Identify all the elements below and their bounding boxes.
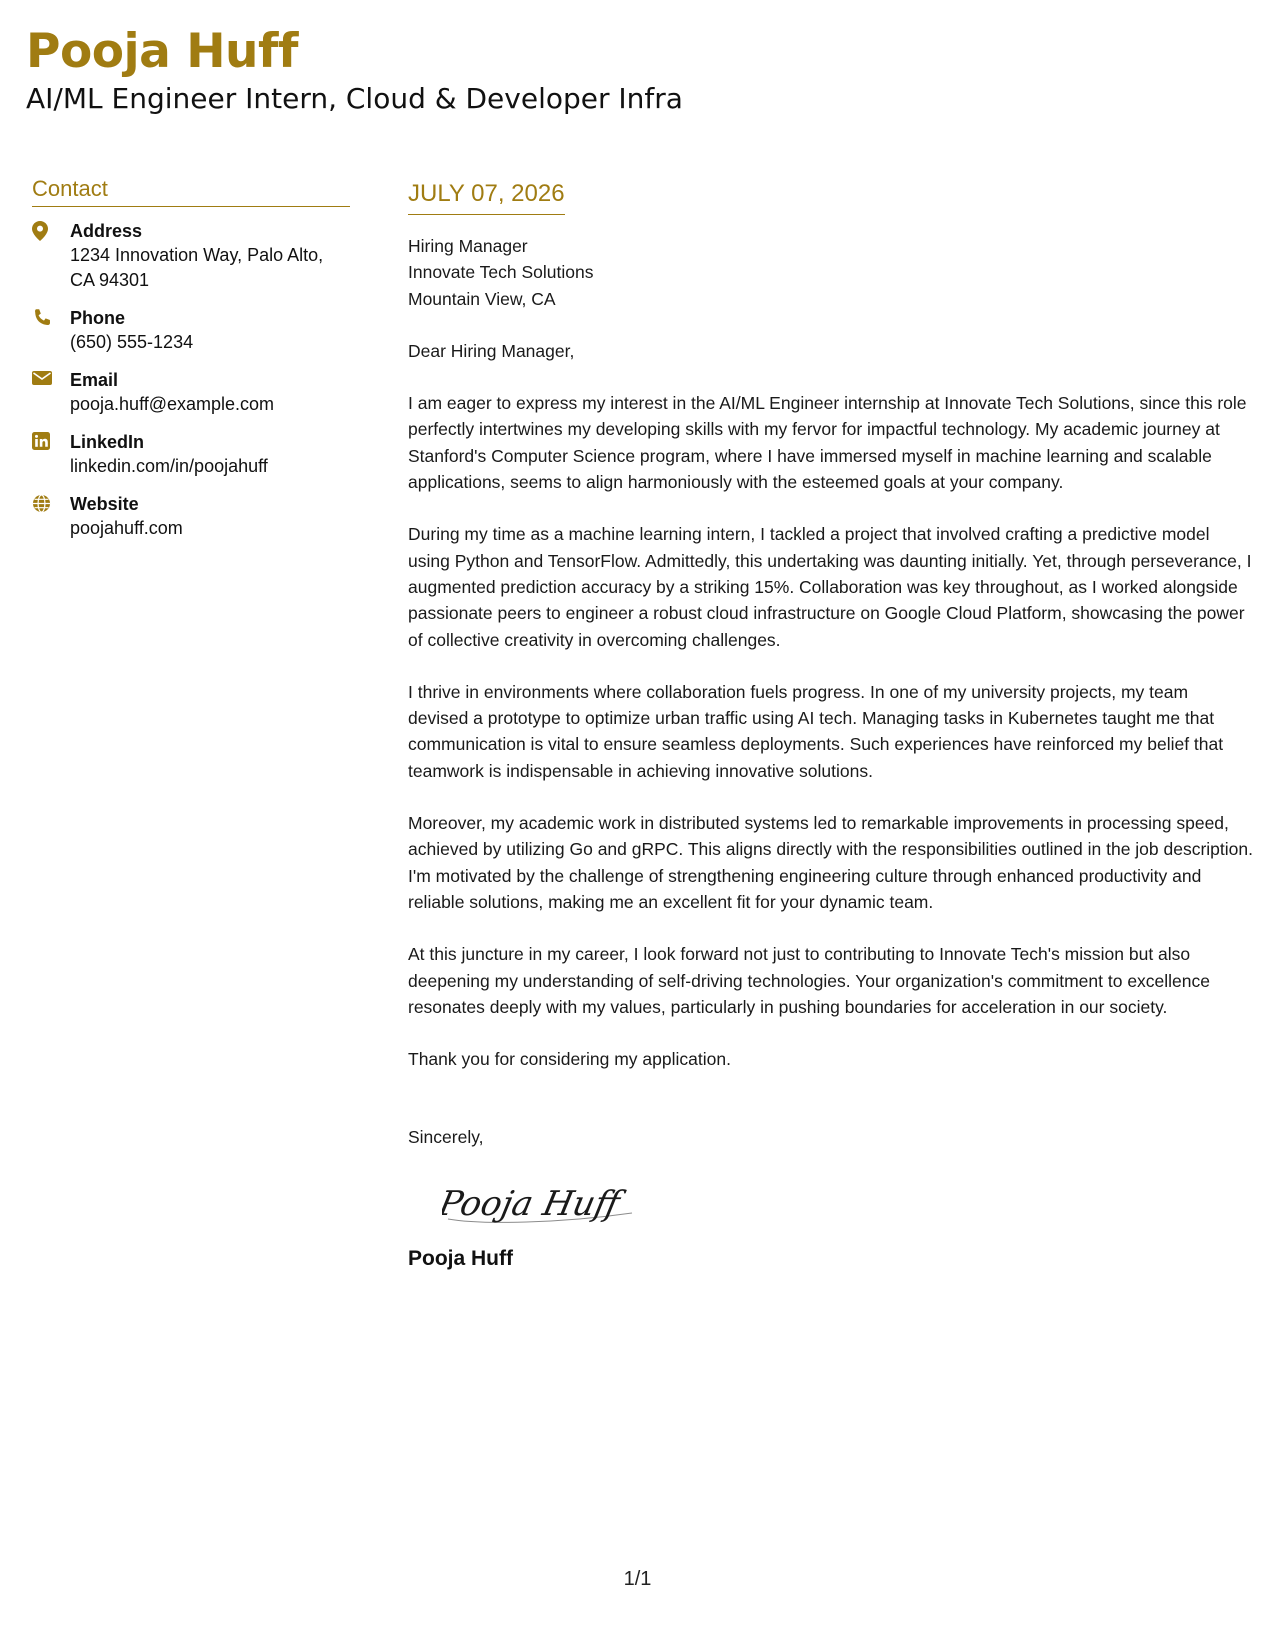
- recipient-line: Innovate Tech Solutions: [408, 262, 594, 283]
- contact-label: Email: [70, 370, 119, 390]
- contact-phone: [32, 306, 350, 355]
- signer-name: Pooja Huff: [408, 1246, 513, 1270]
- contact-value: poojahuff.com: [70, 518, 183, 538]
- contact-label: Phone: [70, 308, 126, 328]
- contact-email: [32, 368, 350, 417]
- contact-sidebar: [32, 174, 350, 554]
- letter-paragraph: Thank you for considering my application.: [408, 1049, 731, 1070]
- phone-icon: [32, 306, 70, 328]
- letter-greeting: Dear Hiring Manager,: [408, 340, 575, 361]
- contact-value: linkedin.com/in/poojahuff: [70, 456, 268, 476]
- letter-paragraph: During my time as a machine learning intern, I tackled a project that involved crafting a predictive model using Python and TensorFlow. Admittedly, this undertaking was daunting initially. Yet, through perseverance, I augmented prediction accuracy by a striking 15%. Collaboration was key throughout, as I worked alongside passionate peers to engineer a robust cloud infrastructure on Google Cloud Platform, showcasing the power of collective creativity in overcoming challenges.: [408, 524, 1252, 650]
- letter-paragraph: At this juncture in my career, I look forward not just to contributing to Innovate Tech's mission but also deepening my understanding of self-driving technologies. Your organization's commitment to excellence resonates deeply with my values, particularly in pushing boundaries for acceleration in our society.: [408, 944, 1211, 1017]
- letter-paragraph: I am eager to express my interest in the AI/ML Engineer internship at Innovate Tech Solutions, since this role perfectly intertwines my developing skills with my fervor for impactful technology. My academic journey at Stanford's Computer Science program, where I have immersed myself in machine learning and scalable applications, seems to align harmoniously with the esteemed goals at your company.: [408, 393, 1247, 493]
- letter-date: JULY 07, 2026: [408, 178, 565, 215]
- contact-linkedin: [32, 430, 350, 479]
- letter-body: [408, 178, 1253, 1273]
- letter-header: [26, 22, 683, 116]
- applicant-name: Pooja Huff: [26, 24, 298, 79]
- recipient-block: [408, 233, 1253, 312]
- contact-section-title: Contact: [32, 174, 350, 207]
- page-number: 1/1: [623, 1568, 652, 1590]
- contact-label: LinkedIn: [70, 432, 145, 452]
- contact-value: (650) 555-1234: [70, 332, 194, 352]
- map-pin-icon: [32, 219, 70, 241]
- applicant-title: AI/ML Engineer Intern, Cloud & Developer Infra: [26, 82, 683, 115]
- recipient-line: Mountain View, CA: [408, 288, 556, 309]
- signature-text: Pooja Huff: [442, 1184, 624, 1224]
- contact-label: Website: [70, 494, 139, 514]
- handwritten-signature: [442, 1173, 1253, 1233]
- linkedin-icon: [32, 430, 70, 450]
- contact-value: 1234 Innovation Way, Palo Alto, CA 94301: [70, 245, 324, 290]
- letter-paragraph: Moreover, my academic work in distributed systems led to remarkable improvements in processing speed, achieved by utilizing Go and gRPC. This aligns directly with the responsibilities outlined in the job description. I'm motivated by the challenge of strengthening engineering culture through enhanced productivity and reliable solutions, making me an excellent fit for your dynamic team.: [408, 813, 1253, 912]
- contact-address: [32, 219, 350, 293]
- contact-website: [32, 492, 350, 541]
- letter-paragraph: I thrive in environments where collaboration fuels progress. In one of my university projects, my team devised a prototype to optimize urban traffic using AI tech. Managing tasks in Kubernetes taught me that communication is vital to ensure seamless deployments. Such experiences have reinforced my belief that teamwork is indispensable in achieving innovative solutions.: [408, 681, 1224, 781]
- recipient-line: Hiring Manager: [408, 236, 528, 256]
- contact-label: Address: [70, 221, 143, 241]
- contact-value: pooja.huff@example.com: [70, 394, 275, 414]
- envelope-icon: [32, 368, 70, 386]
- letter-closing: Sincerely,: [408, 1127, 484, 1148]
- globe-icon: [32, 492, 70, 513]
